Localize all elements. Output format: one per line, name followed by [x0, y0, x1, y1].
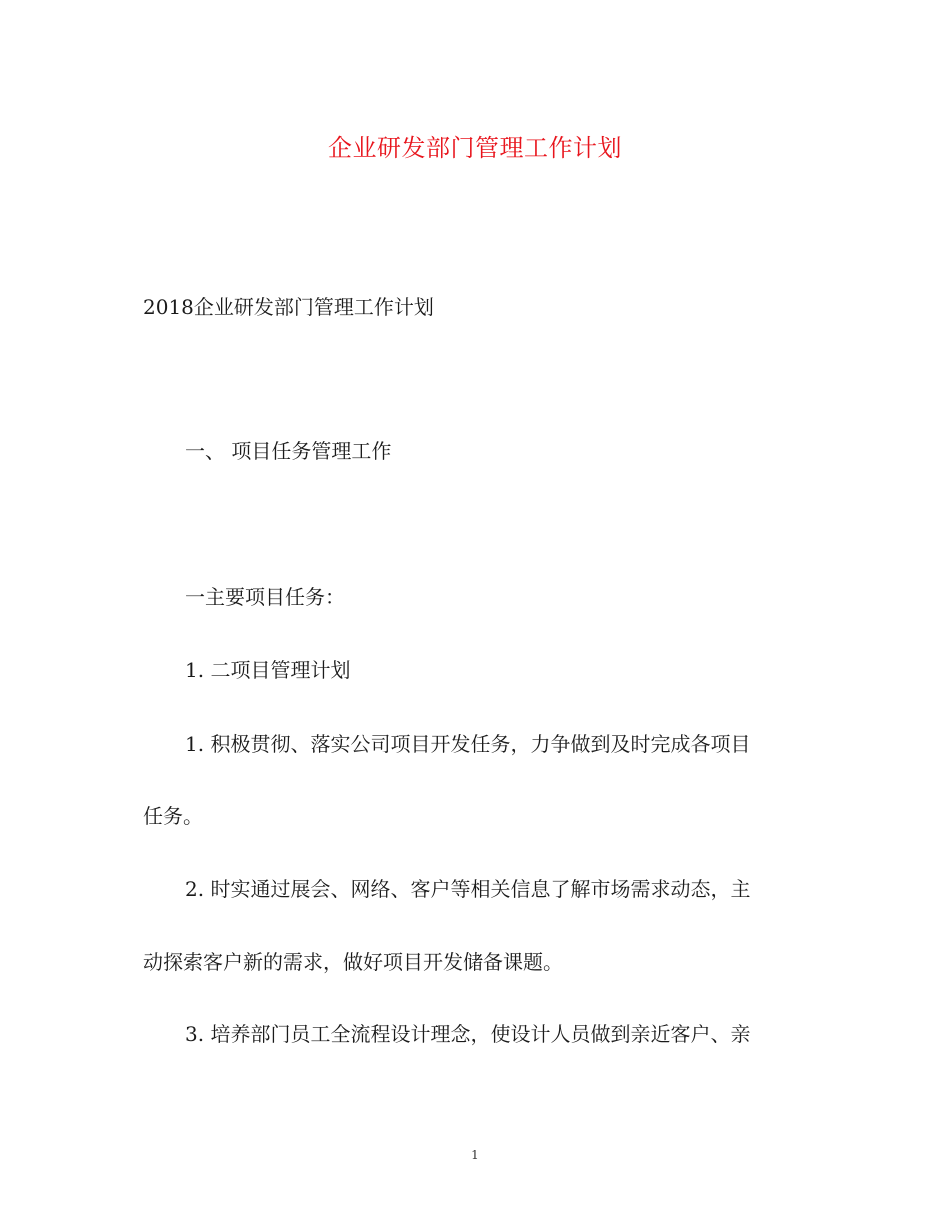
document-subtitle: 2018企业研发部门管理工作计划 — [143, 295, 434, 319]
document-title: 企业研发部门管理工作计划 — [328, 134, 622, 162]
paragraph-1-line-1: 1. 积极贯彻、落实公司项目开发任务，力争做到及时完成各项目 — [185, 732, 751, 756]
paragraph-2-line-1: 2. 时实通过展会、网络、客户等相关信息了解市场需求动态，主 — [185, 877, 751, 901]
section-heading: 一、 项目任务管理工作 — [185, 439, 392, 463]
paragraph-1-line-2: 任务。 — [143, 804, 203, 828]
paragraph-2-line-2: 动探索客户新的需求，做好项目开发储备课题。 — [143, 950, 563, 974]
paragraph-3-line-1: 3. 培养部门员工全流程设计理念，使设计人员做到亲近客户、亲 — [185, 1022, 751, 1046]
page-number: 1 — [471, 1148, 479, 1162]
item-heading: 1. 二项目管理计划 — [185, 658, 351, 682]
subsection-heading: 一主要项目任务： — [185, 585, 345, 609]
